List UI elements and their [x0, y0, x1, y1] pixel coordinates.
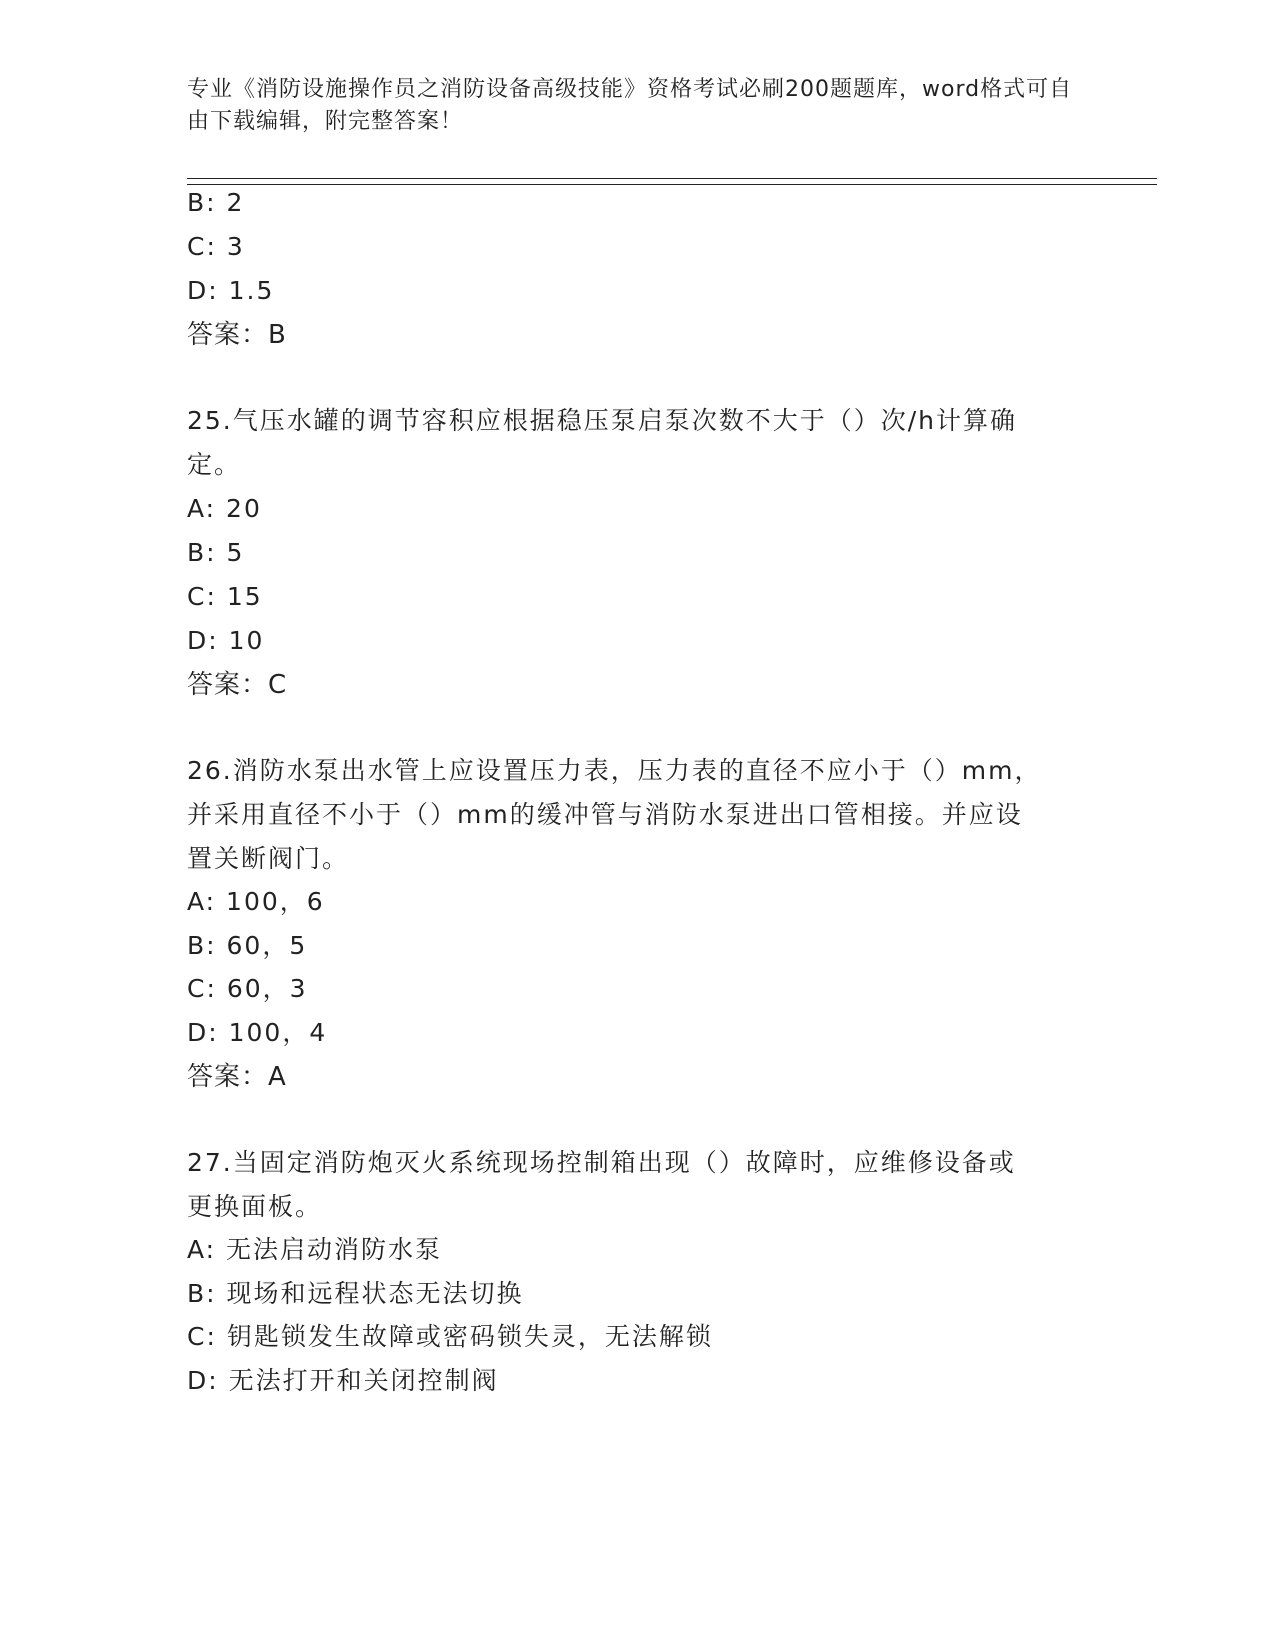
option-line: D: 1.5: [187, 276, 275, 305]
document-header: [187, 74, 1087, 138]
header-divider: [187, 178, 1157, 185]
option-line: B: 60，5: [187, 931, 308, 960]
question-stem-line: 更换面板。: [187, 1192, 323, 1221]
option-line: C: 60，3: [187, 974, 308, 1003]
answer-line: 答案：A: [187, 1062, 287, 1092]
question-stem-line: 定。: [187, 450, 242, 479]
option-line: A: 100，6: [187, 887, 325, 916]
option-line: C: 3: [187, 232, 245, 261]
option-line: B: 2: [187, 188, 245, 217]
question-stem-line: 27.当固定消防炮灭火系统现场控制箱出现（）故障时，应维修设备或: [187, 1148, 1016, 1177]
option-line: D: 无法打开和关闭控制阀: [187, 1366, 499, 1395]
option-line: A: 无法启动消防水泵: [187, 1235, 443, 1264]
option-line: C: 15: [187, 582, 263, 611]
answer-line: 答案：C: [187, 670, 288, 700]
question-stem-line: 并采用直径不小于（）mm的缓冲管与消防水泵进出口管相接。并应设: [187, 800, 1023, 829]
option-line: D: 100，4: [187, 1018, 328, 1047]
question-stem-line: 26.消防水泵出水管上应设置压力表，压力表的直径不应小于（）mm，: [187, 756, 1042, 785]
option-line: D: 10: [187, 626, 265, 655]
answer-line: 答案：B: [187, 320, 287, 350]
document-title: 专业《消防设施操作员之消防设备高级技能》资格考试必刷200题题库，word格式可自由下载编辑，附完整答案！: [187, 77, 1073, 134]
option-line: C: 钥匙锁发生故障或密码锁失灵，无法解锁: [187, 1322, 713, 1351]
option-line: B: 现场和远程状态无法切换: [187, 1279, 524, 1308]
question-stem-line: 25.气压水罐的调节容积应根据稳压泵启泵次数不大于（）次/h计算确: [187, 406, 1018, 435]
question-stem-line: 置关断阀门。: [187, 844, 350, 873]
option-line: A: 20: [187, 494, 262, 523]
option-line: B: 5: [187, 538, 245, 567]
